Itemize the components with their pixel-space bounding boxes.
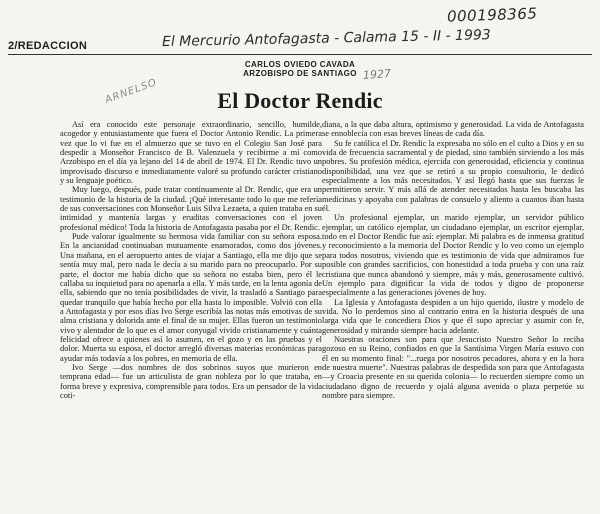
article-headline: El Doctor Rendic	[217, 88, 383, 113]
author-title: ARZOBISPO DE SANTIAGO	[243, 69, 357, 78]
paragraph: Muy luego, después, pude tratar continuamente al Dr. Rendic, que era un testimonio de la historia de la ciudad. ¡Qué interesante todo lo que me refería de sus conversaciones con Monseñor Luis Silva Lezaeta, a quien trataba en su intimidad y mantenía largas y eruditas conversaciones con el joven profesional médico! Toda la historia de Antofagasta pasaba por el Dr. Rendic.	[60, 185, 322, 232]
paragraph: Pude valorar igualmente su hermosa vida familiar con su señora esposa. En la ancianidad continuaban mutuamente enamorados, como dos jóvenes. Una mañana, en el aeropuerto antes de viajar a Santiago, ella me dijo que se sentía muy mal, pero nada le decía a su marido para no preocuparlo. Por su parte, el doctor me había dicho que su señora no estaba bien, pero él le callaba su inquietud para no apenarla a ella. Y más tarde, en la lenta agonía de ella, sabiendo que no tenía posibilidades de vivir, la trasladó a Santiago para quedar tranquilo que había hecho por ella hasta lo imposible. Volvió con ella a Antofagasta y por esos días Ivo Serge escribía las notas más emotivas de su alma cristiana y dolorida ante el final de su mujer. Ellas fueron un testimonio vivo y alentador de lo que es el amor conyugal vivido cristianamente y cuánta felicidad ofrece a quienes así lo asumen, en el gozo y en las pruebas y el dolor. Muerta su esposa, el doctor arregló diversas materias económicas para ayudar más todavía a los pobres, en memoria de ella.	[60, 232, 322, 363]
paragraph: diana, a la que daba altura, optimismo y generosidad. La vida de Antofagasta se ennoblecía con esas breves líneas de cada día.	[322, 120, 584, 139]
handwritten-year-note: 1927	[362, 67, 392, 82]
byline	[0, 60, 600, 78]
paragraph: Ivo Serge —dos nombres de dos sobrinos suyos que murieron en temprana edad— fue un articulista de gran nobleza por lo que trataba, en forma breve y expresiva, comprensible para todos. Era un pensador de la vida coti-	[60, 362, 322, 400]
article-column-right	[322, 120, 584, 400]
paragraph: La Iglesia y Antofagasta despiden a un hijo querido, ilustre y modelo de vida. No lo perdemos sino al contrario entra en la historia después de una larga vida que le concediera Dios y que él supo apreciar y asumir con fe, generosidad y mirando siempre hacia adelante.	[322, 297, 584, 335]
section-label: 2/REDACCION	[8, 40, 88, 52]
paragraph: Un profesional ejemplar, un marido ejemplar, un servidor público ejemplar, un católico ejemplar, un ciudadano ejemplar, un escritor ejemplar, todo en el Doctor Rendic fue así: ejemplar. Mi palabra es de inmensa gratitud y reconocimiento a la memoria del Doctor Rendic y lo veo como un ejemplo para todos nosotros, viviendo que es testimonio de vida que admiramos fue posible con grandes sacrificios, con honestidad a toda prueba y con una raíz cristiana que nunca abandonó y siempre, más y más, generosamente cultivó. Un ejemplo para dignificar la vida de todos y digno de proponerse especialmente a las generaciones jóvenes de hoy.	[322, 213, 584, 298]
handwritten-source-note: El Mercurio Antofagasta - Calama 15 - II - 1993	[161, 27, 491, 51]
archive-stamp: ARNELSO	[103, 77, 159, 106]
paragraph: Su fe católica el Dr. Rendic la expresaba no sólo en el culto a Dios y en su vida de frecuencia sacramental y de piedad, sino también sirviendo a los más pobres. Su profesión médica, ejercida con generosidad, eficiencia y continua disponibilidad, una vez que se retiró a su propio consultorio, le dedicó especialmente a los más necesitados. Y así llegó hasta que sus fuerzas le permitieron servir. Y más allá de atender necesitados hasta les buscaba las medicinas y apoyaba con palabras de consuelo y aliento a cuantos iban hasta él.	[322, 138, 584, 214]
header-rule	[8, 54, 592, 55]
paragraph: Así era conocido este personaje extraordinario, sencillo, humilde, acogedor y entusiastamente que fuera el Doctor Antonio Rendic. La primera vez que lo vi fue en el almuerzo que se tuvo en el Colegio San José para despedir a Monseñor Francisco de B. Valenzuela y recibirme a mí como Arzobispo en el día ya lejano del 14 de abril de 1974. El Dr. Rendic tuvo un improvisado discurso e inmediatamente valoré su profundo carácter cristiano y su lenguaje poético.	[60, 120, 322, 186]
paragraph: Nuestras oraciones son para que Jesucristo Nuestro Señor lo reciba gozoso en su Reino, confiados en que la Santísima Virgen María estuvo con él en su momento final: "...ruega por nosotros pecadores, ahora y en la hora de nuestra muerte". Nuestras palabras de despedida son para que Antofagasta —y Croacia presente en su querida colonia— lo recuerden siempre como un ciudadano digno de recuerdo y ojalá alguna avenida o plaza perpetúe su nombre para siempre.	[322, 334, 584, 400]
accession-number: 000198365	[446, 4, 538, 26]
author-name: CARLOS OVIEDO CAVADA	[244, 60, 356, 69]
article-column-left	[60, 120, 322, 400]
